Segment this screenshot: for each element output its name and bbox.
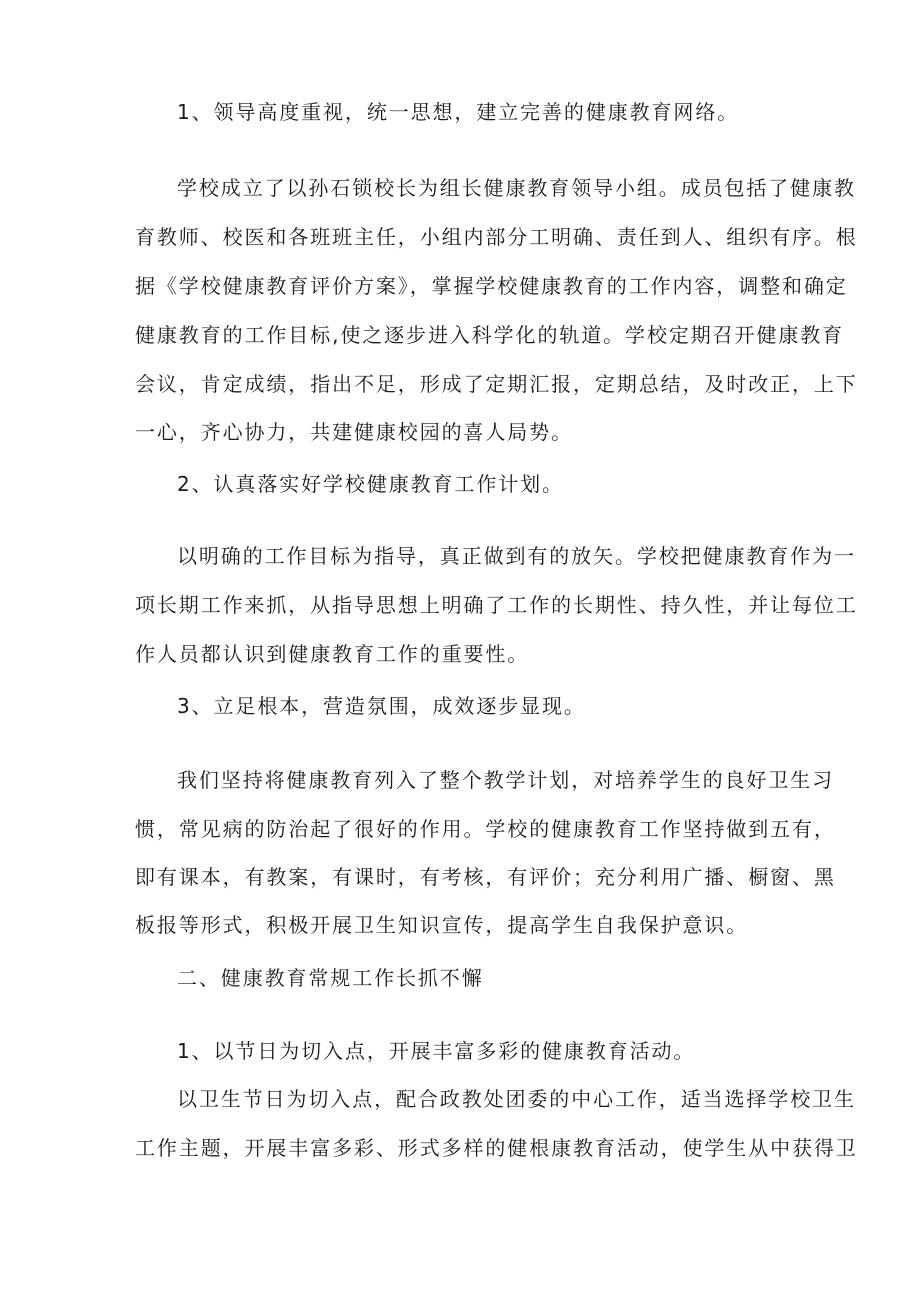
paragraph-line: 健康教育的工作目标,使之逐步进入科学化的轨道。学校定期召开健康教育 xyxy=(135,323,845,347)
paragraph-line: 板报等形式，积极开展卫生知识宣传，提高学生自我保护意识。 xyxy=(135,913,749,937)
paragraph-line: 工作主题，开展丰富多彩、形式多样的健根康教育活动，使学生从中获得卫 xyxy=(135,1136,858,1160)
paragraph-line: 以卫生节日为切入点，配合政教处团委的中心工作，适当选择学校卫生 xyxy=(177,1087,856,1111)
section-heading-routine-work: 二、健康教育常规工作长抓不懈 xyxy=(177,966,484,990)
paragraph-line: 以明确的工作目标为指导，真正做到有的放矢。学校把健康教育作为一 xyxy=(177,544,856,568)
paragraph-line: 学校成立了以孙石锁校长为组长健康教育领导小组。成员包括了健康教 xyxy=(177,176,856,200)
heading-1-leadership: 1、领导高度重视，统一思想，建立完善的健康教育网络。 xyxy=(177,100,740,124)
paragraph-line: 作人员都认识到健康教育工作的重要性。 xyxy=(135,642,530,666)
paragraph-line: 育教师、校医和各班班主任，小组内部分工明确、责任到人、组织有序。根 xyxy=(135,225,858,249)
paragraph-line: 据《学校健康教育评价方案》，掌握学校健康教育的工作内容，调整和确定 xyxy=(135,274,848,298)
paragraph-line: 项长期工作来抓，从指导思想上明确了工作的长期性、持久性，并让每位工 xyxy=(135,593,858,617)
paragraph-line: 一心，齐心协力，共建健康校园的喜人局势。 xyxy=(135,420,573,444)
heading-2-plan: 2、认真落实好学校健康教育工作计划。 xyxy=(177,472,564,496)
paragraph-line: 会议，肯定成绩，指出不足，形成了定期汇报，定期总结，及时改正，上下 xyxy=(135,372,858,396)
heading-3-foundation: 3、立足根本，营造氛围，成效逐步显现。 xyxy=(177,694,586,718)
paragraph-line: 我们坚持将健康教育列入了整个教学计划，对培养学生的良好卫生习 xyxy=(177,768,834,792)
paragraph-line: 即有课本，有教案，有课时，有考核，有评价；充分利用广播、橱窗、黑 xyxy=(135,865,836,889)
heading-1-festivals: 1、以节日为切入点，开展丰富多彩的健康教育活动。 xyxy=(177,1039,696,1063)
paragraph-line: 惯，常见病的防治起了很好的作用。学校的健康教育工作坚持做到五有， xyxy=(135,817,836,841)
